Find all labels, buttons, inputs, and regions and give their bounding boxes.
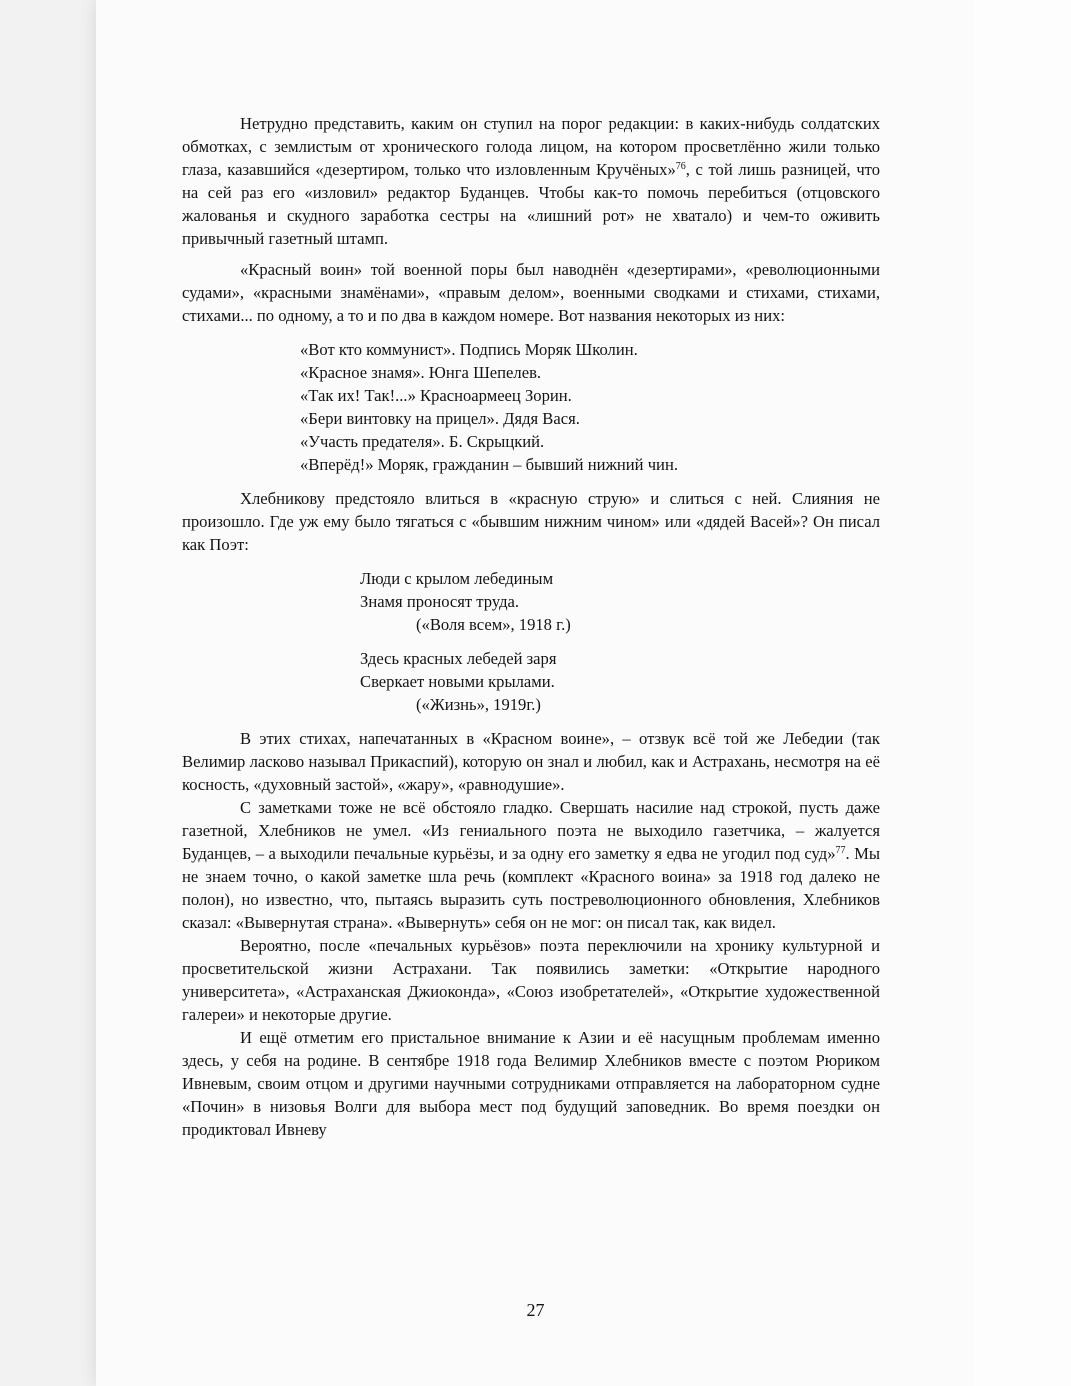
- quote-line: Люди с крылом лебединым: [360, 569, 554, 588]
- list-item: «Так их! Так!...» Красноармеец Зорин.: [300, 386, 572, 405]
- quote-line: Здесь красных лебедей заря: [360, 649, 557, 668]
- quote-line: Сверкает новыми крылами.: [360, 672, 555, 691]
- list-item: «Участь предателя». Б. Скрыцкий.: [300, 432, 545, 451]
- paragraph-2: «Красный воин» той военной поры был наводнён «дезертирами», «революционными судами», «красными знамёнами», «правым делом», военными сводками и стихами, стихами, стихами... по одному, а то и по два в каждом номере. Вот названия некоторых из них:: [182, 260, 880, 325]
- poem-title-list: [300, 338, 880, 476]
- list-item: «Вперёд!» Моряк, гражданин – бывший нижний чин.: [300, 455, 678, 474]
- paragraph-text: , с той лишь разницей, что на сей раз его «изловил» редактор Буданцев. Чтобы как-то помочь перебиться (отцовского жалованья и скудного заработка сестры на «лишний рот» не хватало) и чем-то оживить привычный газетный штамп.: [182, 160, 880, 248]
- quote-1: [360, 567, 880, 636]
- quote-source: («Жизнь», 1919г.): [416, 695, 541, 714]
- footnote-ref-76[interactable]: 76: [675, 161, 686, 172]
- paragraph-4: В этих стихах, напечатанных в «Красном воине», – отзвук всё той же Лебедии (так Велимир ласково называл Прикаспий), которую он знал и любил, как и Астрахань, несмотря на её косность, «духовный застой», «жару», «равнодушие».: [182, 729, 880, 794]
- paragraph-3: Хлебникову предстояло влиться в «красную струю» и слиться с ней. Слияния не произошло. Где уж ему было тягаться с «бывшим нижним чином» или «дядей Васей»? Он писал как Поэт:: [182, 489, 880, 554]
- page-number: 27: [526, 1300, 545, 1320]
- list-item: «Бери винтовку на прицел». Дядя Вася.: [300, 409, 580, 428]
- page-body: [182, 112, 880, 1141]
- quote-source: («Воля всем», 1918 г.): [416, 615, 571, 634]
- quote-2: [360, 647, 880, 716]
- paragraph-text: . Мы не знаем точно, о какой заметке шла речь (комплект «Красного воина» за 1918 год далеко не полон), но известно, что, пытаясь выразить суть постреволюционного обновления, Хлебников сказал: «Вывернутая страна». «Вывернуть» себя он не мог: он писал так, как видел.: [182, 844, 881, 932]
- paragraph-7: И ещё отметим его пристальное внимание к Азии и её насущным проблемам именно здесь, у себя на родине. В сентябре 1918 года Велимир Хлебников вместе с поэтом Рюриком Ивневым, своим отцом и другими научными сотрудниками отправляется на лабораторном судне «Почин» в низовья Волги для выбора мест под будущий заповедник. Во время поездки он продиктовал Ивневу: [182, 1028, 880, 1139]
- paragraph-1: [182, 112, 880, 250]
- footnote-ref-77[interactable]: 77: [835, 845, 846, 856]
- paragraph-text: Нетрудно представить, каким он ступил на порог редакции: в каких-нибудь солдатских обмотках, с землистым от хронического голода лицом, на котором просветлённо жили только глаза, казавшийся «дезертиром, только что изловленным Кручёных»: [182, 114, 880, 179]
- page-margin: [974, 0, 1071, 1386]
- paragraph-text: С заметками тоже не всё обстояло гладко. Свершать насилие над строкой, пусть даже газетной, Хлебников не умел. «Из гениального поэта не выходило газетчика, – жалуется Буданцев, – а выходили печальные курьёзы, и за одну его заметку я едва не угодил под суд»: [182, 798, 880, 863]
- paragraph-5: [182, 796, 880, 934]
- paragraph-6: Вероятно, после «печальных курьёзов» поэта переключили на хронику культурной и просветительской жизни Астрахани. Так появились заметки: «Открытие народного университета», «Астраханская Джиоконда», «Союз изобретателей», «Открытие художественной галереи» и некоторые другие.: [182, 936, 880, 1024]
- list-item: «Вот кто коммунист». Подпись Моряк Школин.: [300, 340, 638, 359]
- list-item: «Красное знамя». Юнга Шепелев.: [300, 363, 542, 382]
- quote-line: Знамя проносят труда.: [360, 592, 520, 611]
